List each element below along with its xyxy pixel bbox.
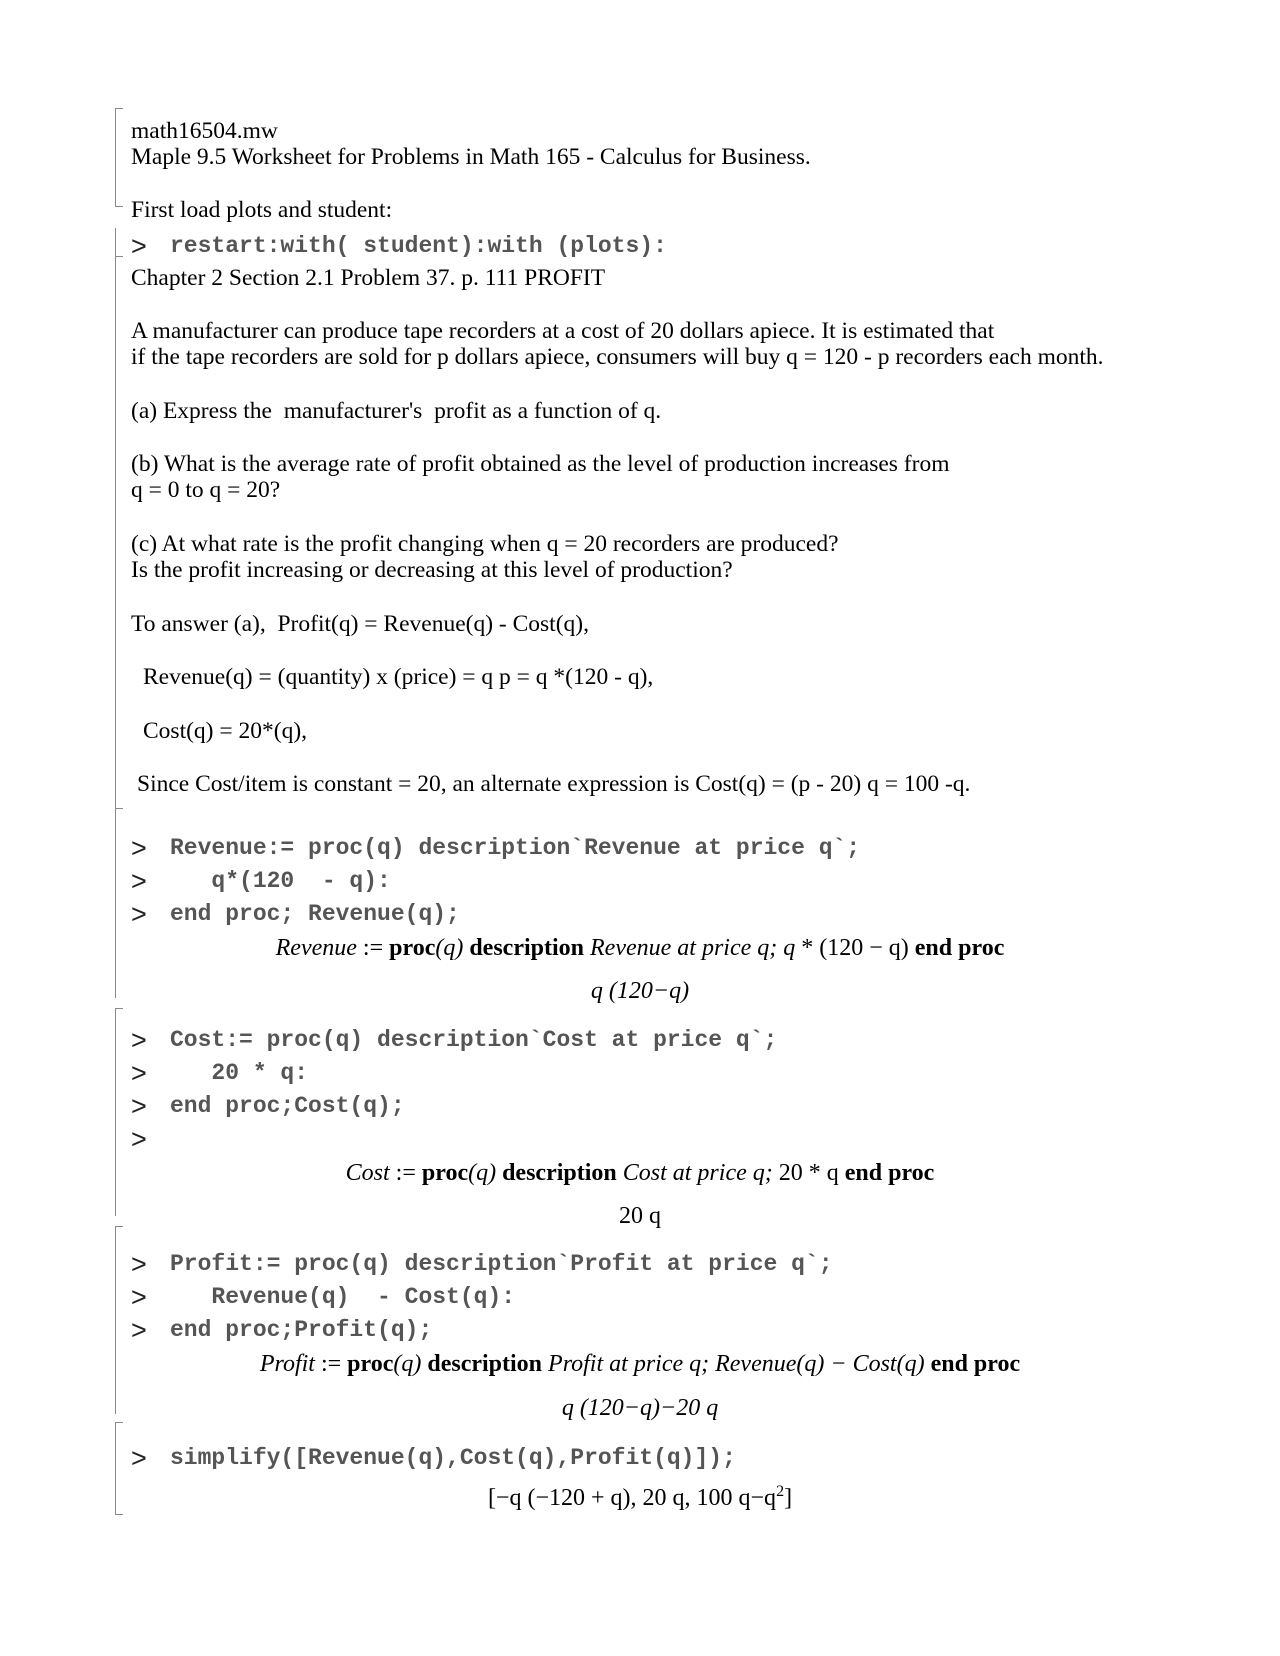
output-description: Cost at price q; <box>622 1160 779 1186</box>
simplify-result-close: ] <box>784 1485 793 1511</box>
prompt-symbol: > <box>131 1091 147 1121</box>
answer-a-intro: To answer (a), Profit(q) = Revenue(q) - Cost(q), <box>131 611 589 637</box>
group-bracket <box>115 108 116 206</box>
prompt-symbol: > <box>131 1249 147 1279</box>
prompt-symbol: > <box>131 833 147 863</box>
output-name: Profit <box>259 1351 315 1377</box>
prompt-symbol: > <box>131 231 147 261</box>
output-body: * (120 − q) <box>795 935 915 961</box>
output-description: Revenue at price q; q <box>590 935 796 961</box>
revenue-code-line[interactable]: end proc; Revenue(q); <box>170 901 460 927</box>
group-bracket-top <box>115 1422 123 1423</box>
output-assign: := <box>356 935 390 961</box>
part-c-question-cont: Is the profit increasing or decreasing at this level of production? <box>131 557 733 583</box>
profit-result: q (120−q)−20 q <box>561 1395 719 1421</box>
output-arg: (q) <box>435 935 464 961</box>
worksheet-subtitle: Maple 9.5 Worksheet for Problems in Math 165 - Calculus for Business. <box>131 144 811 170</box>
simplify-command[interactable]: simplify([Revenue(q),Cost(q),Profit(q)]); <box>170 1445 736 1471</box>
output-proc: proc <box>389 935 436 961</box>
revenue-result: q (120−q) <box>590 978 690 1004</box>
output-proc: proc <box>347 1351 394 1377</box>
simplify-result <box>0 1478 1280 1512</box>
problem-statement-line: if the tape recorders are sold for p dollars apiece, consumers will buy q = 120 - p recorders each month. <box>131 344 1104 370</box>
prompt-symbol[interactable]: > <box>131 1124 147 1154</box>
output-description: Profit at price q; Revenue <box>548 1351 797 1377</box>
group-bracket <box>115 808 116 998</box>
output-description-kw: description <box>421 1351 549 1377</box>
prompt-symbol: > <box>131 866 147 896</box>
cost-output <box>0 1159 1280 1187</box>
file-name: math16504.mw <box>131 118 278 144</box>
group-bracket-top <box>115 108 123 109</box>
output-description-kw: description <box>463 935 590 961</box>
simplify-result-exponent: 2 <box>776 1483 785 1500</box>
cost-code-line[interactable]: Cost:= proc(q) description`Cost at price q`; <box>170 1027 778 1053</box>
output-description-kw: description <box>496 1160 623 1186</box>
group-bracket <box>115 1226 116 1414</box>
group-bracket-top <box>115 256 123 257</box>
part-a-question: (a) Express the manufacturer's profit as a function of q. <box>131 398 662 424</box>
prompt-symbol: > <box>131 1315 147 1345</box>
group-bracket <box>115 256 116 808</box>
group-bracket-top <box>115 808 123 809</box>
cost-result: 20 q <box>619 1203 661 1229</box>
prompt-symbol: > <box>131 1058 147 1088</box>
profit-code-line[interactable]: end proc;Profit(q); <box>170 1317 433 1343</box>
part-c-question: (c) At what rate is the profit changing when q = 20 recorders are produced? <box>131 531 839 557</box>
output-assign: := <box>314 1351 348 1377</box>
revenue-code-line[interactable]: q*(120 - q): <box>170 868 391 894</box>
part-b-question-cont: q = 0 to q = 20? <box>131 477 281 503</box>
cost-code-line[interactable]: end proc;Cost(q); <box>170 1093 405 1119</box>
simplify-result-body: [−q (−120 + q), 20 q, 100 q−q <box>487 1485 777 1511</box>
output-end: end proc <box>930 1351 1021 1377</box>
group-bracket-bottom <box>115 206 123 207</box>
revenue-output <box>0 934 1280 962</box>
load-instruction: First load plots and student: <box>131 197 393 223</box>
problem-heading: Chapter 2 Section 2.1 Problem 37. p. 111 PROFIT <box>131 265 606 291</box>
output-end: end proc <box>914 935 1005 961</box>
group-bracket-bottom <box>115 1514 123 1515</box>
output-body: 20 * q <box>778 1160 845 1186</box>
revenue-code-line[interactable]: Revenue:= proc(q) description`Revenue at price q`; <box>170 835 861 861</box>
alternate-expression: Since Cost/item is constant = 20, an alternate expression is Cost(q) = (p - 20) q = 100 -q. <box>137 771 971 797</box>
profit-output <box>0 1350 1280 1378</box>
profit-code-line[interactable]: Revenue(q) - Cost(q): <box>170 1284 516 1310</box>
cost-definition: Cost(q) = 20*(q), <box>143 718 308 744</box>
problem-statement-line: A manufacturer can produce tape recorders at a cost of 20 dollars apiece. It is estimated that <box>131 318 995 344</box>
prompt-symbol: > <box>131 1443 147 1473</box>
prompt-symbol: > <box>131 1025 147 1055</box>
revenue-definition: Revenue(q) = (quantity) x (price) = q p = q *(120 - q), <box>143 664 654 690</box>
load-command[interactable]: restart:with( student):with (plots): <box>170 233 667 259</box>
output-arg: (q) <box>393 1351 422 1377</box>
output-arg: (q) <box>468 1160 497 1186</box>
output-assign: := <box>389 1160 422 1186</box>
output-proc: proc <box>421 1160 469 1186</box>
output-name: Revenue <box>275 935 357 961</box>
prompt-symbol: > <box>131 899 147 929</box>
prompt-symbol: > <box>131 1282 147 1312</box>
part-b-question: (b) What is the average rate of profit obtained as the level of production increases from <box>131 451 950 477</box>
profit-code-line[interactable]: Profit:= proc(q) description`Profit at price q`; <box>170 1251 833 1277</box>
output-body: (q) − Cost(q) <box>796 1351 931 1377</box>
output-end: end proc <box>844 1160 935 1186</box>
cost-code-line[interactable]: 20 * q: <box>170 1060 309 1086</box>
output-name: Cost <box>345 1160 390 1186</box>
group-bracket <box>115 228 116 256</box>
group-bracket-top <box>115 1008 123 1009</box>
